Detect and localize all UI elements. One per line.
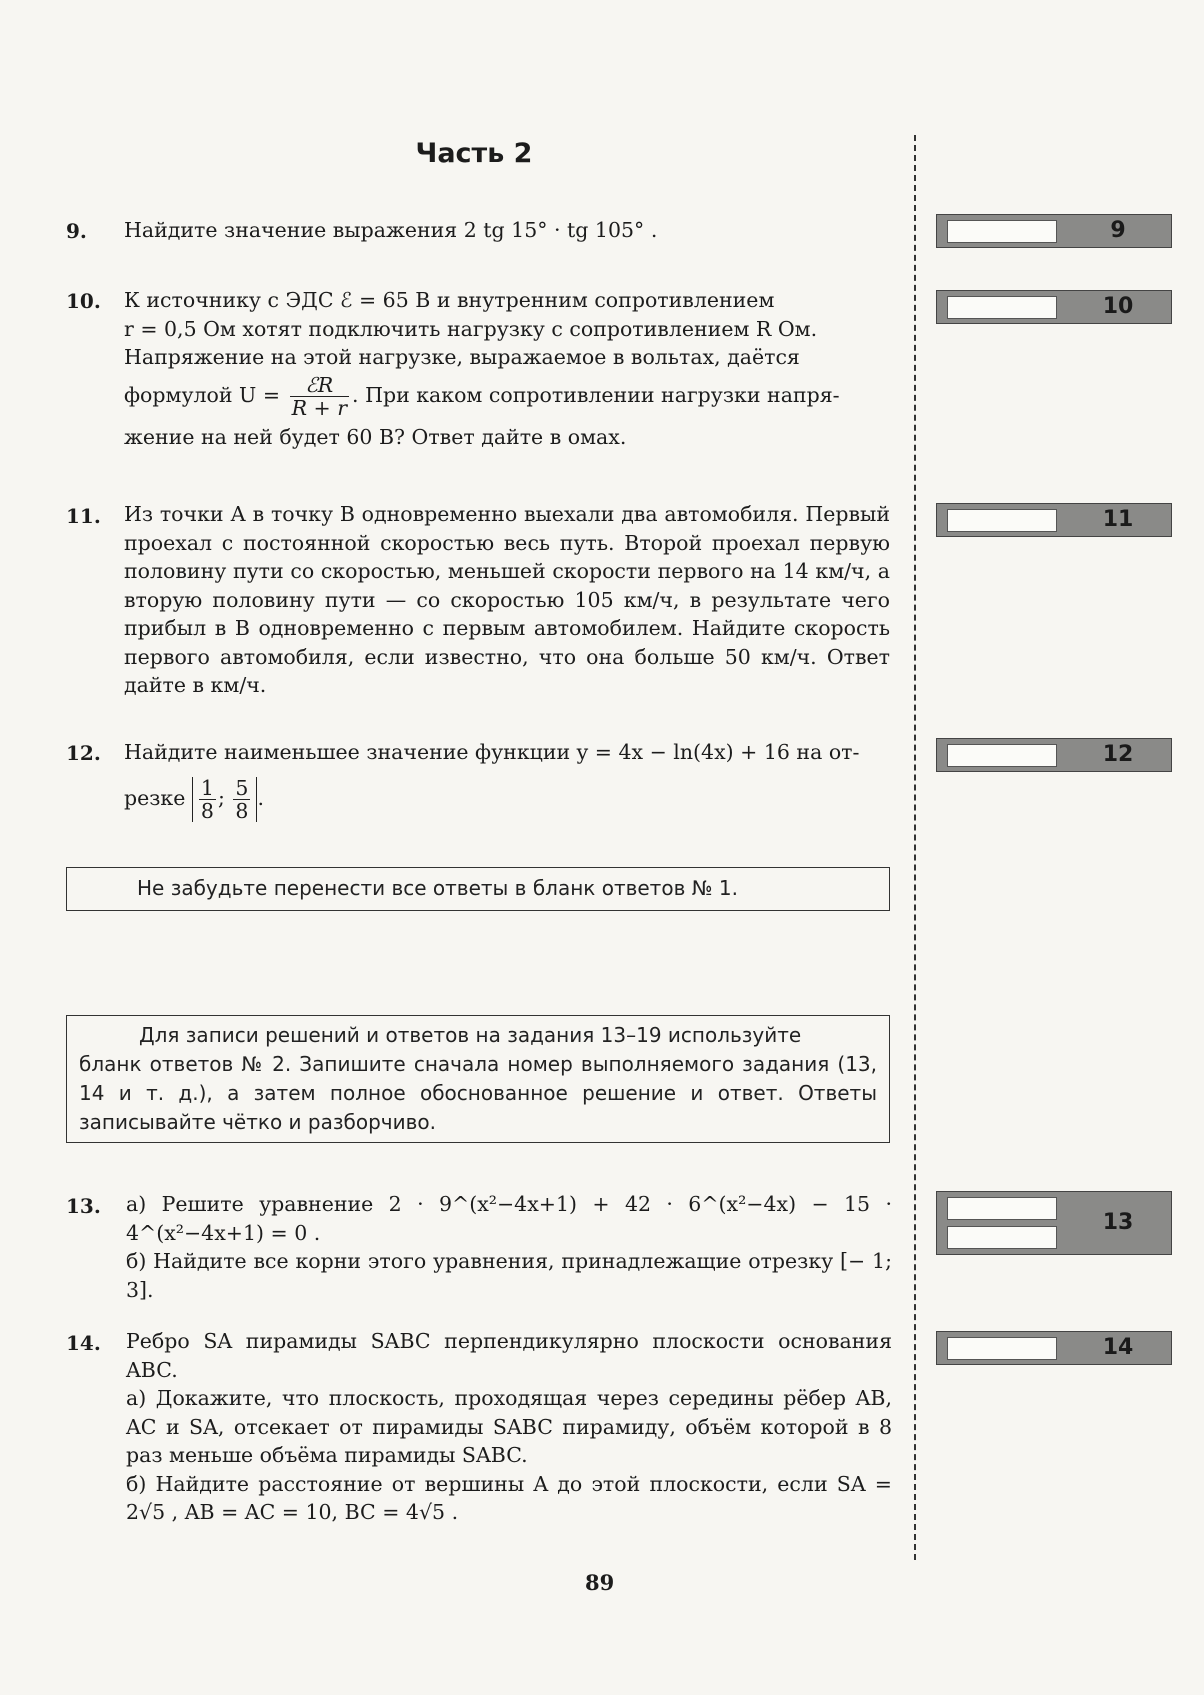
answer-field-13-b[interactable]	[947, 1226, 1057, 1249]
page-title: Часть 2	[415, 138, 533, 169]
task-10-line-1: К источнику с ЭДС ℰ = 65 В и внутренним сопротивлением	[124, 288, 775, 312]
answer-field-10[interactable]	[947, 296, 1057, 319]
answer-box-label-13: 13	[1102, 1210, 1134, 1235]
task-13-part-a: а) Решите уравнение 2 · 9^(x²−4x+1) + 42 · 6^(x²−4x) − 15 · 4^(x²−4x+1) = 0 .	[126, 1192, 892, 1245]
answer-box-label-10: 10	[1102, 294, 1134, 319]
task-13-part-b: б) Найдите все корни этого уравнения, принадлежащие отрезку [− 1; 3].	[126, 1249, 892, 1302]
task-12-line-2	[124, 777, 890, 822]
page-number: 89	[585, 1570, 615, 1595]
task-12-text	[124, 738, 890, 822]
task-12-fraction-1	[199, 777, 216, 822]
answer-box-label-14: 14	[1102, 1335, 1134, 1360]
task-13-text	[126, 1190, 892, 1304]
task-12-f1-numerator: 1	[200, 775, 214, 800]
answer-box-label-12: 12	[1102, 742, 1134, 767]
answer-box-9	[936, 214, 1172, 248]
task-12-f2-denominator: 8	[235, 798, 249, 823]
task-12-interval	[192, 777, 258, 822]
task-12-line-1: Найдите наименьшее значение функции y = 4x − ln(4x) + 16 на от-	[124, 740, 860, 764]
answer-field-9[interactable]	[947, 220, 1057, 243]
task-12-fraction-2	[233, 777, 250, 822]
task-12-separator: ;	[217, 785, 225, 810]
instructions-rest: бланк ответов № 2. Запишите сначала номер выполняемого задания (13, 14 и т. д.), а затем полное обоснованное решение и ответ. Ответы записывайте чётко и разборчиво.	[79, 1052, 877, 1134]
task-10-fraction-denominator: R + r	[291, 395, 348, 420]
task-10-line-2: r = 0,5 Ом хотят подключить нагрузку с сопротивлением R Ом.	[124, 316, 818, 341]
task-14-number: 14.	[66, 1331, 101, 1355]
task-10-text	[124, 286, 890, 451]
task-10-number: 10.	[66, 289, 101, 313]
task-10-formula-fraction	[290, 374, 349, 419]
task-11-number: 11.	[66, 504, 101, 528]
task-14-part-a: а) Докажите, что плоскость, проходящая через середины рёбер AB, AC и SA, отсекает от пирамиды SABC пирамиду, объём которой в 8 раз меньше объёма пирамиды SABC.	[126, 1386, 892, 1467]
answer-box-14	[936, 1331, 1172, 1365]
task-9-number: 9.	[66, 219, 87, 243]
task-10-formula-lead: формулой U =	[124, 382, 281, 407]
answer-box-13	[936, 1191, 1172, 1255]
task-10-line-5: жение на ней будет 60 В? Ответ дайте в омах.	[124, 424, 627, 449]
task-14-intro: Ребро SA пирамиды SABC перпендикулярно плоскости основания ABC.	[126, 1329, 892, 1382]
answer-box-10	[936, 290, 1172, 324]
answer-field-11[interactable]	[947, 509, 1057, 532]
task-10-fraction-numerator: ℰR	[305, 372, 334, 397]
answer-box-label-9: 9	[1110, 218, 1126, 243]
task-12-f1-denominator: 8	[200, 798, 214, 823]
answer-box-12	[936, 738, 1172, 772]
task-10-line-3: Напряжение на этой нагрузке, выражаемое в вольтах, даётся	[124, 345, 800, 369]
task-12-segment-label: резке	[124, 785, 186, 810]
task-13-number: 13.	[66, 1194, 101, 1218]
solutions-instructions-notice	[66, 1015, 890, 1143]
answer-box-11	[936, 503, 1172, 537]
answer-field-14[interactable]	[947, 1337, 1057, 1360]
task-12-end: .	[257, 785, 264, 810]
answer-field-13-a[interactable]	[947, 1197, 1057, 1220]
task-14-part-b: б) Найдите расстояние от вершины A до этой плоскости, если SA = 2√5 , AB = AC = 10, BC = 4√5 .	[126, 1471, 892, 1524]
task-10-line-4	[124, 374, 890, 419]
answer-field-12[interactable]	[947, 744, 1057, 767]
task-14-text	[126, 1327, 892, 1527]
task-10-formula-tail: . При каком сопротивлении нагрузки напря-	[352, 382, 840, 407]
task-12-f2-numerator: 5	[235, 775, 249, 800]
transfer-answers-notice: Не забудьте перенести все ответы в бланк ответов № 1.	[66, 867, 890, 911]
instructions-line-1: Для записи решений и ответов на задания 13–19 используйте	[139, 1023, 802, 1047]
task-9-text: Найдите значение выражения 2 tg 15° · tg 105° .	[124, 218, 658, 242]
cut-line-divider	[914, 135, 916, 1560]
task-12-number: 12.	[66, 741, 101, 765]
task-11-text: Из точки А в точку В одновременно выехали два автомобиля. Первый проехал с постоянной скоростью весь путь. Второй проехал первую половину пути со скоростью, меньшей скорости первого на 14 км/ч, а вторую половину пути — со скоростью 105 км/ч, в результате чего прибыл в В одновременно с первым автомобилем. Найдите скорость первого автомобиля, если известно, что она больше 50 км/ч. Ответ дайте в км/ч.	[124, 502, 890, 697]
answer-box-label-11: 11	[1102, 507, 1134, 532]
